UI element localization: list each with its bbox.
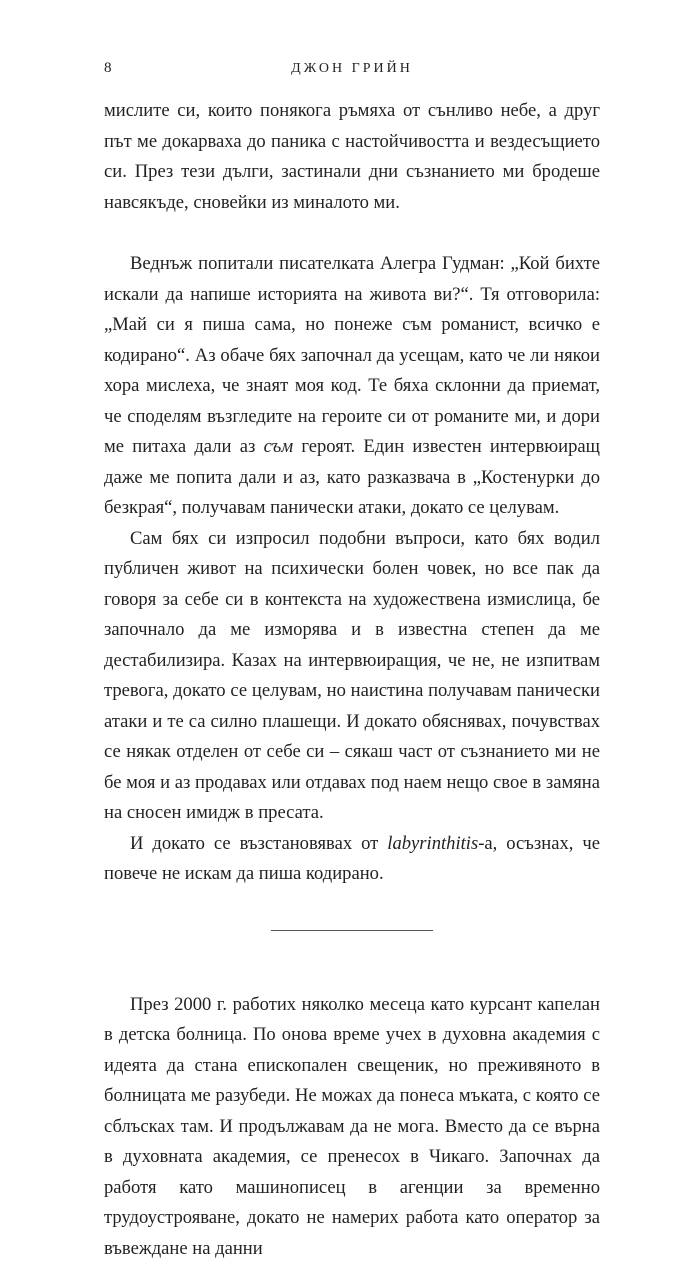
paragraph-4-text: И докато се възстановявах от [130,833,387,854]
section-break [104,890,600,962]
paragraph-4 [104,829,600,890]
paragraph-gap [104,218,600,249]
paragraph-2-text: Веднъж попитали писателката Алегра Гудман: „Кой бихте искали да напише историята на живота ви?“. Тя отговорила: „Май си я пиша сама, но понеже съм романист, всичко е кодирано“. Аз обаче бях започнал да усещам, като че ли някои хора мислеха, че знаят моя код. Те бяха склонни да приемат, че споделям възгледите на героите си от романите ми, и дори ме питаха дали аз [104,253,600,457]
page-number: 8 [104,60,112,77]
body-text [104,96,600,1264]
paragraph-2-text-end: героят. Един известен интервюиращ даже ме попита дали и аз, като разказвача в „Костенурки до безкрая“, получавам панически атаки, докато се целувам. [104,436,600,518]
page-header [104,60,600,82]
running-head: ДЖОН ГРИЙН [104,61,600,77]
paragraph-4-emphasis: labyrinthitis [387,833,478,854]
paragraph-2 [104,249,600,524]
paragraph-1: мислите си, които понякога ръмяха от сънливо небе, а друг път ме докарваха до паника с настойчивостта и вездесъщието си. През тези дълги, застинали дни съзнанието ми бродеше навсякъде, сновейки из миналото ми. [104,96,600,218]
section-divider-line [271,930,433,931]
paragraph-2-emphasis: съм [264,436,294,457]
paragraph-4-text-end: -а, осъзнах, че повече не искам да пиша кодирано. [104,833,600,885]
paragraph-5: През 2000 г. работих няколко месеца като курсант капелан в детска болница. По онова време учех в духовна академия с идеята да стана епископален свещеник, но преживяното в болницата ме разубеди. Не можах да понеса мъката, с която се сблъсках там. И продължавам да не мога. Вместо да се върна в духовната академия, се пренесох в Чикаго. Започнах да работя като машинописец в агенции за временно трудоустрояване, докато не намерих работа като оператор за въвеждане на данни [104,990,600,1264]
paragraph-3: Сам бях си изпросил подобни въпроси, като бях водил публичен живот на психически болен човек, но все пак да говоря за себе си в контекста на художествена измислица, бе започнало да ме изморява и в известна степен да ме дестабилизира. Казах на интервюиращия, че не, не изпитвам тревога, докато се целувам, но наистина получавам панически атаки и те са силно плашещи. И докато обяснявах, почувствах се някак отделен от себе си – сякаш част от съзнанието ми не бе моя и аз продавах или отдавах под наем нещо свое в замяна на сносен имидж в пресата. [104,524,600,829]
